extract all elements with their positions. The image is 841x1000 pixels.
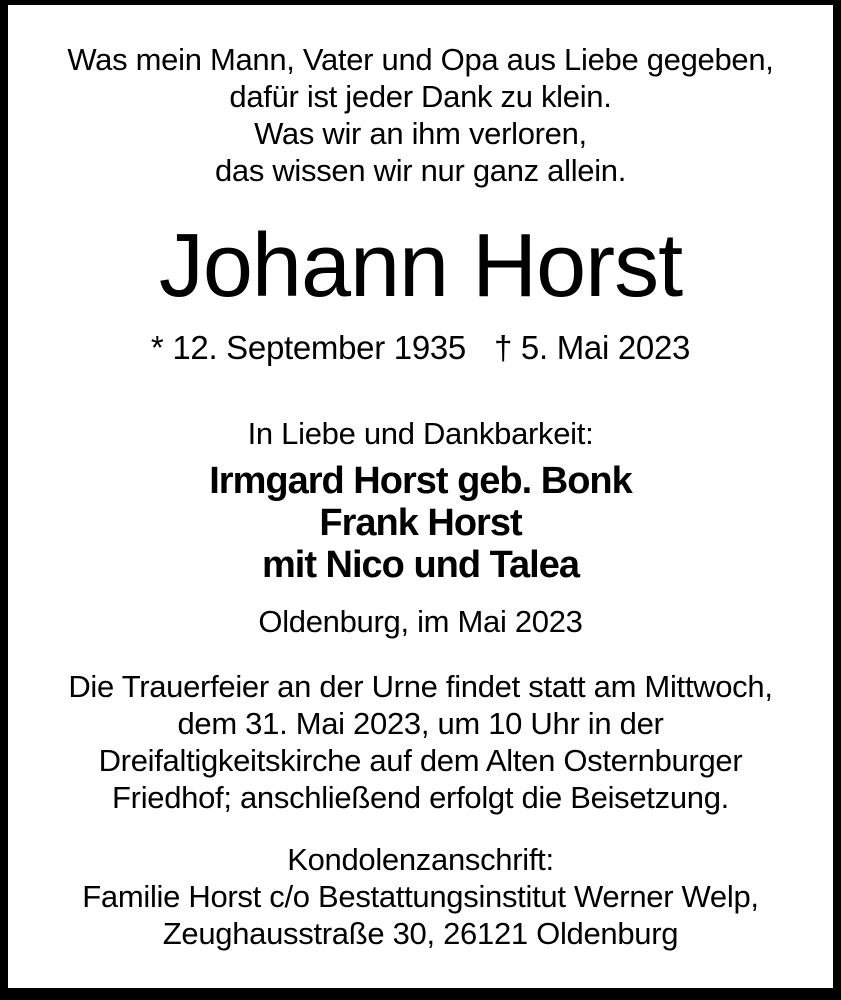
- verse-line: dafür ist jeder Dank zu klein.: [229, 79, 612, 114]
- mourner-line: Irmgard Horst geb. Bonk: [209, 460, 632, 502]
- condolence-address-line: Zeughausstraße 30, 26121 Oldenburg: [162, 916, 679, 951]
- condolence-block: [8, 841, 833, 952]
- funeral-line: Dreifaltigkeitskirche auf dem Alten Osternburger: [98, 743, 743, 778]
- place-and-date: Oldenburg, im Mai 2023: [258, 604, 583, 639]
- funeral-information: [8, 668, 833, 816]
- mourners-list: [8, 460, 833, 586]
- funeral-line: Friedhof; anschließend erfolgt die Beisetzung.: [112, 780, 729, 815]
- tribute-intro: In Liebe und Dankbarkeit:: [247, 416, 594, 451]
- mourner-line: mit Nico und Talea: [261, 544, 579, 586]
- condolence-heading: Kondolenzanschrift:: [287, 842, 554, 877]
- verse-line: das wissen wir nur ganz allein.: [214, 153, 627, 188]
- birth-date: * 12. September 1935: [150, 329, 466, 366]
- condolence-address-line: Familie Horst c/o Bestattungsinstitut Werner Welp,: [82, 879, 759, 914]
- death-date: † 5. Mai 2023: [493, 329, 691, 366]
- deceased-name: Johann Horst: [158, 216, 683, 316]
- funeral-line: dem 31. Mai 2023, um 10 Uhr in der: [177, 706, 664, 741]
- verse-line: Was mein Mann, Vater und Opa aus Liebe gegeben,: [67, 42, 774, 77]
- memorial-verse: [8, 41, 833, 189]
- life-dates: [8, 328, 833, 368]
- verse-line: Was wir an ihm verloren,: [254, 116, 587, 151]
- mourner-line: Frank Horst: [319, 502, 522, 544]
- funeral-line: Die Trauerfeier an der Urne findet statt am Mittwoch,: [68, 669, 773, 704]
